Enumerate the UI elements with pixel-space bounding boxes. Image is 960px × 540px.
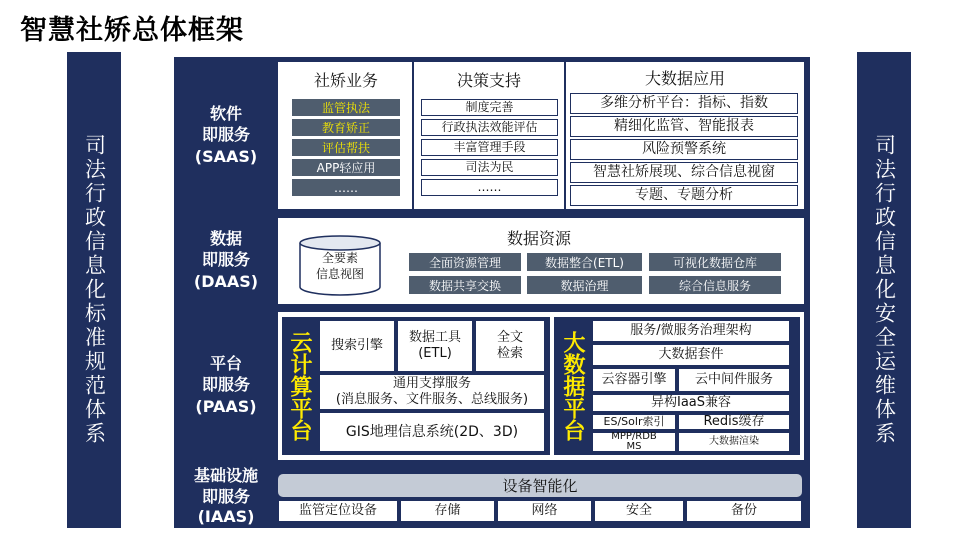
saas-decision-item: 行政执法效能评估: [421, 119, 558, 136]
support-line2: (消息服务、文件服务、总线服务): [335, 392, 529, 407]
gis-box: GIS地理信息系统(2D、3D): [319, 412, 545, 452]
daas-item: 数据整合(ETL): [527, 253, 642, 271]
saas-layer-label: [174, 60, 278, 210]
bigdata-platform-item: Redis缓存: [678, 414, 790, 430]
saas-corrections-item: ……: [292, 179, 400, 196]
data-tool-line1: 数据工具: [408, 330, 461, 346]
saas-label-line1: 软件: [209, 103, 242, 123]
left-sidebar-label: 司法行政信息化标准规范体系: [82, 134, 107, 446]
iaas-item: 安全: [594, 500, 684, 522]
iaas-label-line1: 基础设施: [193, 465, 258, 485]
saas-bigdata-item: 精细化监管、智能报表: [570, 116, 798, 137]
iaas-item: 备份: [686, 500, 802, 522]
right-sidebar-label: 司法行政信息化安全运维体系: [872, 134, 897, 446]
saas-label-line2: 即服务: [201, 125, 250, 145]
bigdata-platform-item: MPP/RDBMS: [592, 432, 676, 452]
iaas-label-line3: (IAAS): [197, 507, 255, 527]
bigdata-platform-item: 服务/微服务治理架构: [592, 320, 790, 342]
paas-layer-label: [174, 310, 278, 460]
iaas-layer-label: [174, 466, 278, 528]
saas-label-line3: (SAAS): [194, 146, 258, 166]
saas-corrections-item: APP轻应用: [292, 159, 400, 176]
bigdata-platform-item: 云中间件服务: [678, 368, 790, 392]
support-line1: 通用支撑服务: [392, 376, 471, 392]
fulltext-line2: 检索: [496, 346, 523, 361]
saas-bigdata-header: 大数据应用: [644, 68, 725, 88]
left-sidebar-standards: [67, 52, 121, 528]
cylinder-label-line2: 信息视图: [315, 267, 364, 282]
bigdata-platform-item: 云容器引擎: [592, 368, 676, 392]
saas-decision-header: 决策支持: [456, 70, 521, 90]
saas-corrections-item: 评估帮扶: [292, 139, 400, 156]
daas-item: 数据共享交换: [409, 276, 521, 294]
iaas-header-bar: 设备智能化: [278, 474, 802, 497]
right-sidebar-security-ops: [857, 52, 911, 528]
cloud-platform-label: 云计算平台: [287, 331, 312, 441]
bigdata-platform-item: ES/Solr索引: [592, 414, 676, 430]
bigdata-platform-item: 大数据渲染: [678, 432, 790, 452]
paas-label-line2: 即服务: [201, 375, 250, 395]
page-title: 智慧社矫总体框架: [20, 15, 244, 46]
daas-item: 全面资源管理: [409, 253, 521, 271]
daas-item: 数据治理: [527, 276, 642, 294]
saas-decision-item: 制度完善: [421, 99, 558, 116]
paas-label-line1: 平台: [209, 353, 242, 373]
saas-bigdata-item: 风险预警系统: [570, 139, 798, 160]
bigdata-platform-item: 大数据套件: [592, 344, 790, 366]
iaas-item: 网络: [497, 500, 592, 522]
daas-item: 综合信息服务: [649, 276, 781, 294]
saas-bigdata-item: 智慧社矫展现、综合信息视窗: [570, 162, 798, 183]
iaas-label-line2: 即服务: [201, 486, 250, 506]
daas-label-line1: 数据: [209, 228, 242, 248]
cylinder-label-line1: 全要素: [321, 251, 358, 265]
search-engine-box: 搜索引擎: [319, 320, 395, 372]
fulltext-line1: 全文: [496, 330, 523, 346]
saas-corrections-item: 监管执法: [292, 99, 400, 116]
cylinder-label: [298, 250, 382, 282]
data-tool-line2: (ETL): [418, 346, 452, 361]
general-support-box: [319, 374, 545, 410]
iaas-item: 监管定位设备: [278, 500, 398, 522]
saas-decision-item: ……: [421, 179, 558, 196]
saas-corrections-header: 社矫业务: [313, 70, 378, 90]
daas-item: 可视化数据仓库: [649, 253, 781, 271]
saas-bigdata-item: 专题、专题分析: [570, 185, 798, 206]
saas-bigdata-item: 多维分析平台：指标、指数: [570, 93, 798, 114]
saas-corrections-item: 教育矫正: [292, 119, 400, 136]
bigdata-platform-label: 大数据平台: [560, 331, 585, 441]
daas-header: 数据资源: [506, 228, 571, 248]
paas-label-line3: (PAAS): [195, 396, 257, 416]
iaas-item: 存储: [400, 500, 495, 522]
fulltext-search-box: [475, 320, 545, 372]
data-tool-box: [397, 320, 473, 372]
daas-label-line2: 即服务: [201, 250, 250, 270]
daas-layer-label: [174, 216, 278, 304]
bigdata-platform-item: 异构IaaS兼容: [592, 394, 790, 412]
daas-label-line3: (DAAS): [193, 271, 259, 291]
saas-decision-item: 丰富管理手段: [421, 139, 558, 156]
saas-decision-item: 司法为民: [421, 159, 558, 176]
